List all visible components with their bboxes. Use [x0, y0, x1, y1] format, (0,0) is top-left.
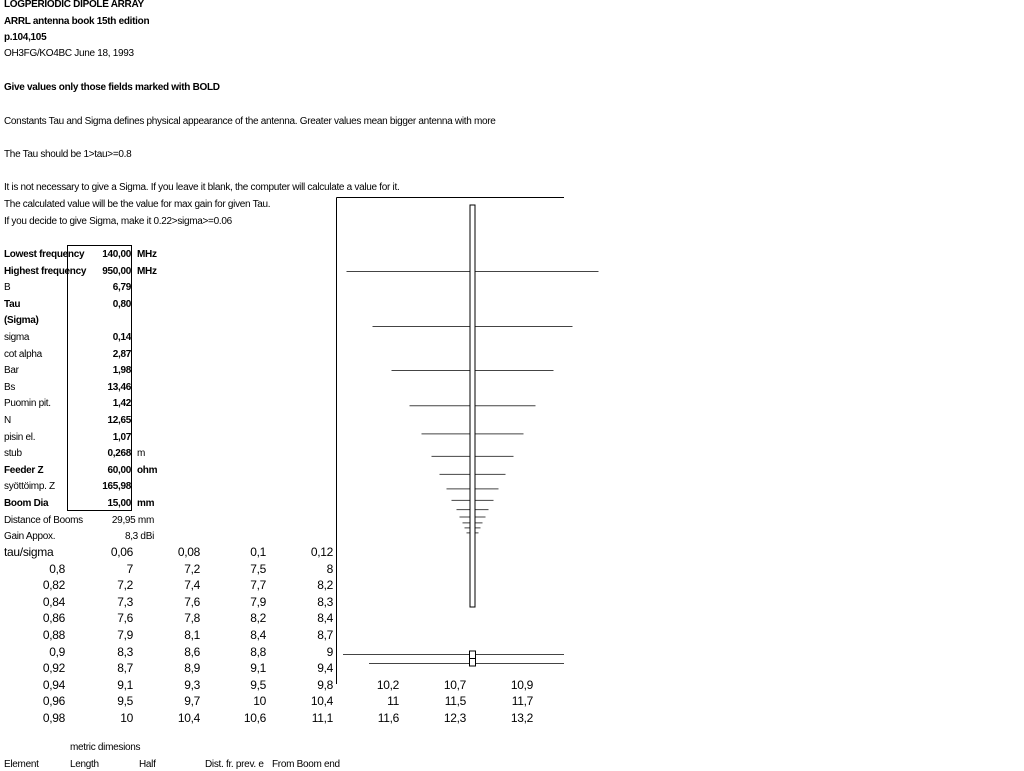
source-reference: ARRL antenna book 15th edition: [4, 16, 150, 27]
param-label: Lowest frequency: [4, 249, 85, 260]
gain-value: 9,8: [317, 678, 333, 692]
param-unit: MHz: [137, 249, 157, 260]
param-label: pisin el.: [4, 432, 36, 443]
gain-value: 10,4: [177, 711, 200, 725]
param-value: 13,46: [107, 382, 131, 393]
tau-value: 0,8: [49, 562, 65, 576]
param-value: 2,87: [112, 349, 131, 360]
param-label: Boom Dia: [4, 498, 49, 509]
extra-param-label: Gain Appox.: [4, 531, 56, 542]
param-label: N: [4, 415, 11, 426]
tau-value: 0,9: [49, 645, 65, 659]
gain-value: 7,4: [184, 578, 200, 592]
gain-value: 7,8: [184, 611, 200, 625]
param-unit: MHz: [137, 266, 157, 277]
gain-value: 10: [120, 711, 133, 725]
gain-value: 11,7: [511, 694, 533, 708]
gain-value: 13,2: [510, 711, 533, 725]
param-value: 0,14: [112, 332, 131, 343]
param-label: (Sigma): [4, 315, 39, 326]
param-value: 1,42: [112, 398, 131, 409]
extra-param-unit: dBi: [137, 531, 154, 542]
sigma-note-2: The calculated value will be the value for max gain for given Tau.: [4, 199, 271, 210]
gain-value: 7,2: [117, 578, 133, 592]
gain-value: 8,4: [250, 628, 266, 642]
param-label: syöttöimp. Z: [4, 481, 55, 492]
param-value: 165,98: [102, 481, 131, 492]
sigma-header: 0,1: [250, 545, 266, 559]
tau-value: 0,98: [42, 711, 65, 725]
gain-value: 7,3: [117, 595, 133, 609]
gain-value: 7,9: [250, 595, 266, 609]
extra-param-value: [68, 531, 154, 543]
param-value[interactable]: 15,00: [107, 498, 131, 509]
col-dist-prev: Dist. fr. prev. e: [205, 759, 264, 770]
param-value: 1,07: [112, 432, 131, 443]
gain-value: 10,9: [510, 678, 533, 692]
gain-value: 9: [326, 645, 333, 659]
gain-value: 7: [126, 562, 133, 576]
gain-value: 7,7: [250, 578, 266, 592]
gain-value: 7,9: [117, 628, 133, 642]
gain-value: 9,5: [250, 678, 266, 692]
param-value: 1,98: [112, 365, 131, 376]
param-value: 12,65: [107, 415, 131, 426]
gain-value: 8,3: [117, 645, 133, 659]
gain-value: 8,7: [117, 661, 133, 675]
param-label: stub: [4, 448, 22, 459]
gain-value: 8,4: [317, 611, 333, 625]
gain-value: 9,3: [184, 678, 200, 692]
sigma-header: 0,08: [177, 545, 200, 559]
gain-value: 12,3: [443, 711, 466, 725]
boom-top-view: [470, 205, 475, 607]
tau-value: 0,88: [42, 628, 65, 642]
bold-note: Give values only those fields marked with BOLD: [4, 82, 220, 93]
gain-value: 7,5: [250, 562, 266, 576]
page-reference: p.104,105: [4, 32, 47, 43]
col-length: Length: [70, 759, 99, 770]
tau-sigma-corner: tau/sigma: [4, 545, 54, 559]
gain-value: 8,8: [250, 645, 266, 659]
gain-value: 11,6: [377, 711, 399, 725]
extra-param-number: 29,95: [111, 515, 136, 526]
sheet-title: LOGPERIODIC DIPOLE ARRAY: [4, 0, 144, 10]
gain-value: 9,7: [184, 694, 200, 708]
gain-value: 8,2: [317, 578, 333, 592]
tau-value: 0,94: [42, 678, 65, 692]
param-unit: ohm: [137, 465, 158, 476]
param-value[interactable]: 140,00: [102, 249, 131, 260]
col-element: Element: [4, 759, 39, 770]
col-half: Half: [139, 759, 156, 770]
param-value: 6,79: [112, 282, 131, 293]
gain-value: 9,5: [117, 694, 133, 708]
antenna-svg: [336, 197, 564, 684]
tau-value: 0,96: [42, 694, 65, 708]
gain-value: 10,4: [310, 694, 333, 708]
extra-param-label: Distance of Booms: [4, 515, 83, 526]
param-unit: m: [137, 448, 146, 459]
extra-param-value: [68, 515, 154, 527]
gain-value: 10,2: [376, 678, 399, 692]
gain-value: 8,3: [317, 595, 333, 609]
extra-param-number: 8,3: [124, 531, 138, 542]
gain-value: 8,6: [184, 645, 200, 659]
gain-value: 7,6: [184, 595, 200, 609]
tau-rule: The Tau should be 1>tau>=0.8: [4, 149, 132, 160]
param-label: Feeder Z: [4, 465, 44, 476]
param-value[interactable]: 60,00: [107, 465, 131, 476]
gain-value: 7,6: [117, 611, 133, 625]
tau-value: 0,86: [42, 611, 65, 625]
gain-value: 8,1: [184, 628, 200, 642]
param-value: 0,268: [107, 448, 131, 459]
param-label: Bs: [4, 382, 16, 393]
param-value[interactable]: 0,80: [112, 299, 131, 310]
tau-value: 0,84: [42, 595, 65, 609]
gain-value: 10,7: [443, 678, 466, 692]
antenna-drawing: [336, 197, 564, 684]
param-label: Tau: [4, 299, 21, 310]
constants-note: Constants Tau and Sigma defines physical appearance of the antenna. Greater values mean bigger antenna with more: [4, 116, 496, 127]
input-values-box: [67, 245, 132, 511]
gain-value: 8,9: [184, 661, 200, 675]
tau-value: 0,92: [42, 661, 65, 675]
param-label: sigma: [4, 332, 30, 343]
gain-value: 9,4: [317, 661, 333, 675]
gain-value: 8,7: [317, 628, 333, 642]
gain-value: 10,6: [243, 711, 266, 725]
gain-value: 11,1: [311, 711, 333, 725]
gain-value: 9,1: [250, 661, 266, 675]
gain-value: 7,2: [184, 562, 200, 576]
gain-value: 9,1: [117, 678, 133, 692]
param-unit: mm: [137, 498, 155, 509]
param-label: Bar: [4, 365, 19, 376]
gain-value: 11,5: [444, 694, 466, 708]
tau-value: 0,82: [42, 578, 65, 592]
sigma-header: 0,12: [310, 545, 333, 559]
param-label: Highest frequency: [4, 266, 87, 277]
gain-value: 11: [387, 694, 399, 708]
param-label: cot alpha: [4, 349, 42, 360]
author-line: OH3FG/KO4BC June 18, 1993: [4, 48, 134, 59]
metric-dimensions-label: metric dimesions: [70, 742, 141, 753]
sigma-note-3: If you decide to give Sigma, make it 0.22>sigma>=0.06: [4, 216, 232, 227]
param-label: Puomin pit.: [4, 398, 51, 409]
param-label: B: [4, 282, 11, 293]
col-from-boom-end: From Boom end: [272, 759, 340, 770]
sigma-header: 0,06: [110, 545, 133, 559]
gain-value: 8,2: [250, 611, 266, 625]
extra-param-unit: mm: [135, 515, 154, 526]
gain-value: 8: [326, 562, 333, 576]
sigma-note-1: It is not necessary to give a Sigma. If you leave it blank, the computer will calculate a value for it.: [4, 182, 400, 193]
param-value[interactable]: 950,00: [102, 266, 131, 277]
gain-value: 10: [253, 694, 266, 708]
